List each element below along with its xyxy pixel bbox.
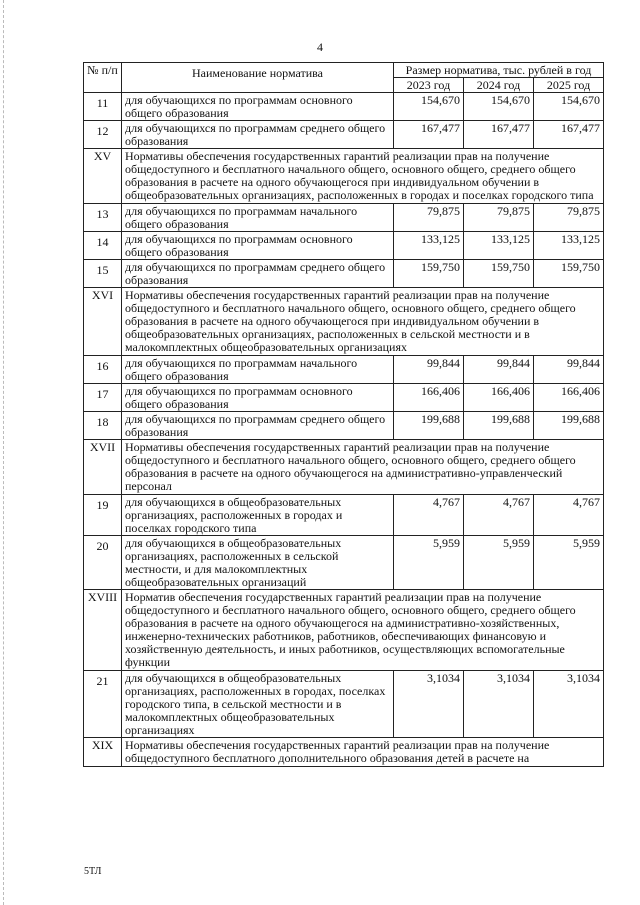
page-number: 4	[317, 40, 323, 54]
row-number: 19	[84, 495, 122, 536]
table-row	[84, 232, 604, 260]
row-number: 20	[84, 536, 122, 590]
row-value-2023: 99,844	[394, 356, 464, 384]
table-header-row	[84, 63, 604, 78]
row-value-2024: 167,477	[464, 121, 534, 149]
row-name: для обучающихся по программам основного общего образования	[122, 232, 394, 260]
row-value-2025: 166,406	[534, 384, 604, 412]
row-value-2025: 159,750	[534, 260, 604, 288]
row-value-2023: 3,1034	[394, 671, 464, 738]
row-number: 18	[84, 412, 122, 440]
row-value-2024: 133,125	[464, 232, 534, 260]
row-value-2025: 154,670	[534, 93, 604, 121]
row-value-2024: 159,750	[464, 260, 534, 288]
row-name: для обучающихся по программам среднего общего образования	[122, 121, 394, 149]
row-number: 21	[84, 671, 122, 738]
row-value-2023: 79,875	[394, 204, 464, 232]
row-name: для обучающихся в общеобразовательных организациях, расположенных в сельской местности, и для малокомплектных общеобразовательных организаций	[122, 536, 394, 590]
row-name: для обучающихся в общеобразовательных организациях, расположенных в городах и поселках городского типа	[122, 495, 394, 536]
section-row	[84, 440, 604, 495]
section-title: Нормативы обеспечения государственных гарантий реализации прав на получение общедоступного и бесплатного начального общего, основного общего, среднего общего образования в расчете на одного обучающегося при индивидуальном обучении в общеобразовательных организациях, расположенных в сельской местности и в малокомплектных общеобразовательных организациях	[122, 288, 604, 356]
row-number: 14	[84, 232, 122, 260]
row-value-2024: 154,670	[464, 93, 534, 121]
row-name: для обучающихся по программам начального общего образования	[122, 356, 394, 384]
row-number: 15	[84, 260, 122, 288]
section-row	[84, 590, 604, 671]
row-value-2024: 3,1034	[464, 671, 534, 738]
table-row	[84, 495, 604, 536]
row-value-2024: 4,767	[464, 495, 534, 536]
table-row	[84, 121, 604, 149]
table-row	[84, 260, 604, 288]
row-value-2025: 79,875	[534, 204, 604, 232]
row-number: 13	[84, 204, 122, 232]
row-number: 12	[84, 121, 122, 149]
table-row	[84, 356, 604, 384]
row-value-2024: 79,875	[464, 204, 534, 232]
normatives-table	[83, 62, 604, 767]
section-number: XV	[84, 149, 122, 204]
row-value-2025: 199,688	[534, 412, 604, 440]
row-value-2023: 167,477	[394, 121, 464, 149]
row-number: 16	[84, 356, 122, 384]
section-title: Норматив обеспечения государственных гарантий реализации прав на получение общедоступного и бесплатного начального общего, основного общего, среднего общего образования в расчете на одного обучающегося на административно-хозяйственных, инженерно-технических работников, работников, обеспечивающих финансовую и хозяйственную деятельность, и иных работников, осуществляющих вспомогательные функции	[122, 590, 604, 671]
section-number: XVIII	[84, 590, 122, 671]
row-value-2024: 5,959	[464, 536, 534, 590]
section-title: Нормативы обеспечения государственных гарантий реализации прав на получение общедоступного и бесплатного начального общего, основного общего, среднего общего образования в расчете на одного обучающегося при индивидуальном обучении в общеобразовательных организациях, расположенных в городах и поселках городского типа	[122, 149, 604, 204]
row-value-2025: 133,125	[534, 232, 604, 260]
table-row	[84, 93, 604, 121]
header-size: Размер норматива, тыс. рублей в год	[394, 63, 604, 78]
row-value-2023: 166,406	[394, 384, 464, 412]
section-row	[84, 288, 604, 356]
row-value-2025: 3,1034	[534, 671, 604, 738]
row-name: для обучающихся по программам основного общего образования	[122, 384, 394, 412]
row-name: для обучающихся по программам начального общего образования	[122, 204, 394, 232]
footer-code: 5ТЛ	[84, 866, 102, 877]
row-value-2024: 166,406	[464, 384, 534, 412]
row-value-2023: 154,670	[394, 93, 464, 121]
header-year-2024: 2024 год	[464, 78, 534, 93]
table-row	[84, 536, 604, 590]
row-value-2025: 4,767	[534, 495, 604, 536]
row-value-2023: 4,767	[394, 495, 464, 536]
row-name: для обучающихся по программам основного общего образования	[122, 93, 394, 121]
table-row	[84, 204, 604, 232]
row-value-2025: 99,844	[534, 356, 604, 384]
section-row	[84, 738, 604, 767]
header-num: № п/п	[84, 63, 122, 93]
row-value-2024: 199,688	[464, 412, 534, 440]
table-body	[84, 93, 604, 767]
row-value-2024: 99,844	[464, 356, 534, 384]
section-number: XVII	[84, 440, 122, 495]
header-year-2025: 2025 год	[534, 78, 604, 93]
row-value-2023: 199,688	[394, 412, 464, 440]
row-name: для обучающихся по программам среднего общего образования	[122, 412, 394, 440]
row-value-2025: 5,959	[534, 536, 604, 590]
row-value-2023: 133,125	[394, 232, 464, 260]
section-title: Нормативы обеспечения государственных гарантий реализации прав на получение общедоступного и бесплатного начального общего, основного общего, среднего общего образования в расчете на одного обучающегося на административно-управленческий персонал	[122, 440, 604, 495]
row-name: для обучающихся в общеобразовательных организациях, расположенных в городах, поселках городского типа, в сельской местности и в малокомплектных общеобразовательных организациях	[122, 671, 394, 738]
row-number: 17	[84, 384, 122, 412]
section-number: XIX	[84, 738, 122, 767]
table-row	[84, 384, 604, 412]
section-number: XVI	[84, 288, 122, 356]
table-row	[84, 412, 604, 440]
row-name: для обучающихся по программам среднего общего образования	[122, 260, 394, 288]
row-value-2025: 167,477	[534, 121, 604, 149]
page-edge	[3, 0, 4, 905]
header-year-2023: 2023 год	[394, 78, 464, 93]
section-row	[84, 149, 604, 204]
header-name: Наименование норматива	[122, 63, 394, 93]
row-value-2023: 159,750	[394, 260, 464, 288]
section-title: Нормативы обеспечения государственных гарантий реализации прав на получение общедоступного бесплатного дополнительного образования детей в расчете на	[122, 738, 604, 767]
row-number: 11	[84, 93, 122, 121]
table-row	[84, 671, 604, 738]
row-value-2023: 5,959	[394, 536, 464, 590]
